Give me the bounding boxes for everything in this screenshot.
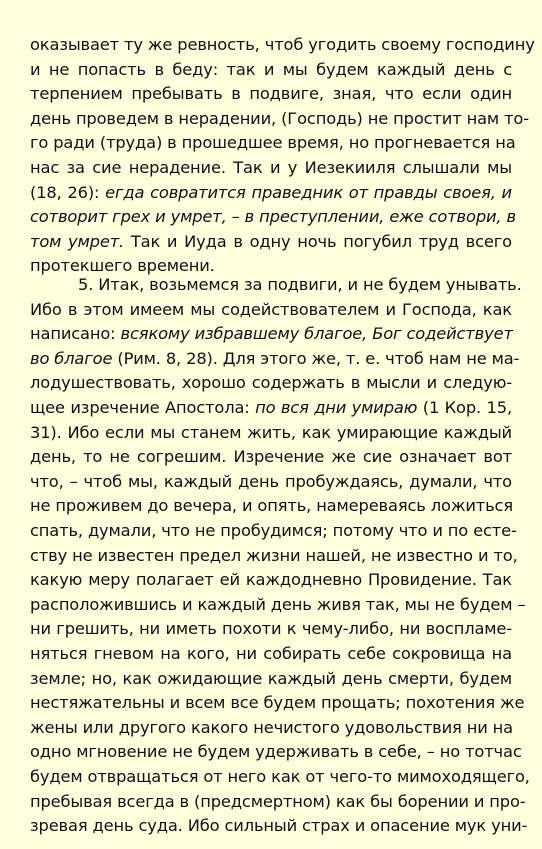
text-span: нас за сие нерадение. Так и у Иезекииля слышали мы	[30, 158, 512, 177]
text-line	[30, 421, 512, 446]
text-span: протекшего времени.	[30, 256, 215, 276]
text-line	[30, 347, 520, 372]
text-line	[30, 470, 512, 495]
text-span: пребывая всегда в (предсмертном) как бы борении и про-	[30, 791, 526, 811]
text-line	[30, 593, 526, 618]
text-span: земле; но, как ожидающие каждый день смерти, будем	[30, 668, 512, 688]
text-line	[30, 107, 529, 132]
text-span: нестяжательны и всем все будем прощать; похотения же	[30, 693, 525, 713]
text-line	[30, 642, 512, 667]
text-span: 31). Ибо если мы станем жить, как умирающие каждый	[30, 422, 512, 442]
text-line	[30, 740, 522, 765]
text-line	[30, 667, 512, 692]
text-line	[30, 156, 512, 181]
text-span: спать, думали, что не пробудимся; потому что и по есте-	[30, 521, 517, 540]
text-line	[30, 519, 517, 544]
text-line	[30, 790, 526, 815]
text-line	[30, 205, 516, 230]
text-span: будем отвращаться от него как от чего-то мимоходящего,	[30, 767, 530, 786]
text-line	[30, 58, 512, 83]
italic-quote-span: во благое	[30, 348, 113, 368]
text-span: не проживем до вечера, и опять, намереваясь ложиться	[30, 496, 513, 516]
text-line	[30, 814, 528, 839]
text-span: расположившись и каждый день живя так, мы не будем –	[30, 594, 526, 614]
text-line	[30, 716, 512, 741]
text-span: день, то не согрешим. Изречение же сие означает вот	[30, 447, 512, 467]
text-span: го ради (труда) в прошедшее время, но прогневается на	[30, 133, 516, 153]
text-line	[30, 33, 535, 58]
italic-quote-span: по вся дни умираю	[255, 398, 418, 417]
text-line	[30, 765, 530, 790]
text-span: ству не известен предел жизни нашей, не известно и то,	[30, 545, 518, 565]
text-line	[30, 544, 518, 569]
italic-quote-span: егда совратится праведник от правды своея, и	[105, 182, 512, 202]
text-line	[30, 230, 512, 255]
text-span: какую меру полагает ей каждодневно Провидение. Так	[30, 570, 512, 590]
italic-quote-span: всякому избравшему благое, Бог содействует	[120, 324, 513, 344]
text-span: что, – чтоб мы, каждый день пробуждаясь, думали, что	[30, 471, 512, 491]
text-line	[78, 273, 522, 298]
text-span: ни грешить, ни иметь похоти к чему-либо, ни воспламе-	[30, 619, 512, 639]
text-line	[30, 617, 512, 642]
text-span: няться гневом на кого, ни собирать себе сокровища на	[30, 644, 512, 663]
text-span: одно мгновение не будем удерживать в себе, – но тотчас	[30, 742, 522, 762]
text-span: написано:	[30, 324, 121, 344]
text-span: терпением пребывать в подвиге, зная, что если один	[30, 84, 512, 104]
text-line	[30, 322, 512, 347]
text-span: и не попасть в беду: так и мы будем каждый день с	[30, 59, 512, 79]
text-span: Так и Иуда в одну ночь погубил труд всего	[124, 231, 512, 251]
text-line	[30, 181, 512, 206]
text-span: жены или другого какого нечистого удовольствия ни на	[30, 717, 513, 737]
italic-quote-span: том умрет.	[30, 231, 125, 251]
text-span: (1 Кор. 15,	[417, 398, 512, 417]
text-span: оказывает ту же ревность, чтоб угодить своему господину	[30, 35, 535, 54]
text-span: (Рим. 8, 28). Для этого же, т. е. чтоб нам не ма-	[112, 348, 520, 368]
text-span: день проведем в нерадении, (Господь) не простит нам то-	[30, 108, 529, 128]
text-span: щее изречение Апостола:	[30, 398, 256, 417]
text-line	[30, 298, 512, 323]
text-line	[30, 691, 525, 716]
text-line	[30, 371, 512, 396]
text-span: 5. Итак, возьмемся за подвиги, и не будем унывать.	[78, 275, 522, 294]
text-line	[30, 568, 512, 593]
text-line	[30, 445, 512, 470]
text-span: (18, 26):	[30, 182, 106, 202]
text-line	[30, 494, 512, 519]
italic-quote-span: сотворит грех и умрет, – в преступлении, еже сотвори, в	[30, 207, 516, 227]
text-span: зревая день суда. Ибо сильный страх и опасение мук уни-	[30, 816, 528, 836]
text-span: лодушествовать, хорошо содержать в мысли и следую-	[30, 373, 512, 393]
text-span: Ибо в этом имеем мы содействователем и Господа, как	[30, 299, 512, 319]
text-line	[30, 131, 516, 156]
text-line	[30, 396, 512, 421]
text-line	[30, 82, 512, 107]
